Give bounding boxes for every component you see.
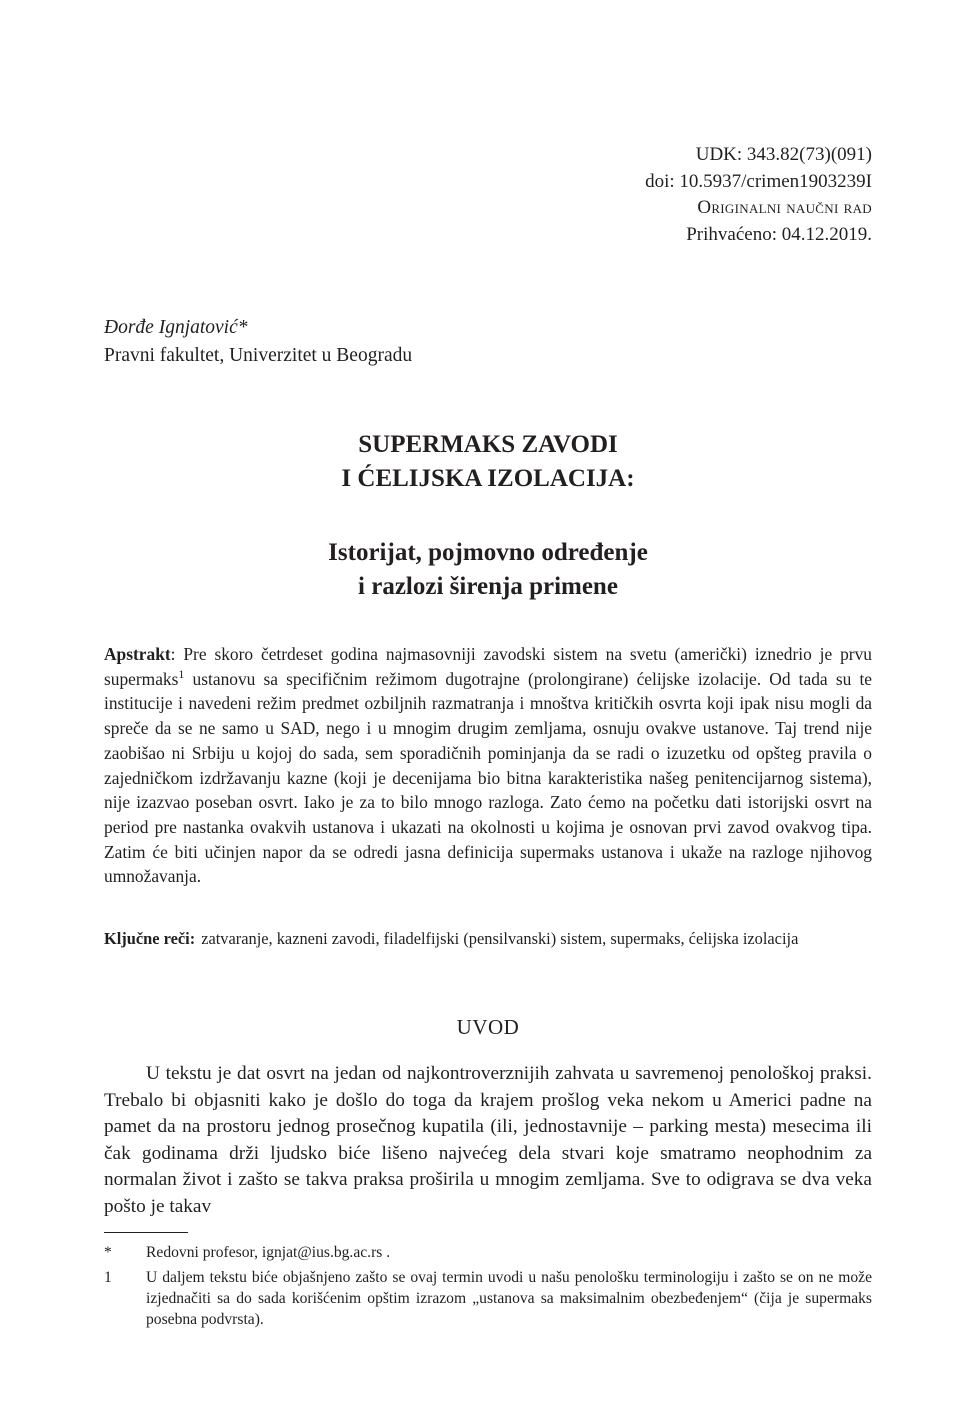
footnote-ref[interactable]: 1 [178,666,185,681]
subtitle-line: i razlozi širenja primene [358,573,618,600]
footnote-text: Redovni profesor, ignjat@ius.bg.ac.rs . [146,1244,391,1261]
keywords-label: Ključne reči: [104,929,196,948]
paper-title [104,428,872,496]
paper-subtitle [104,536,872,604]
abstract-text: ustanovu sa specifičnim režimom dugotrajne (prolongirane) ćelijske izolacije. Od tada su te institucije i navedeni režim predmet ozbiljnih razmatranja i mnoštva kritičkih osvrta koji ipak nisu mogli da spreče da se ne samo u SAD, nego i u mnogim drugim zemljama, osnuju ovakve ustanove. Taj trend nije zaobišao ni Srbiju u kojoj do sada, sem sporadičnih pominjanja da se radi o izuzetku od opšteg pravila o zajedničkom izdržavanju kazne (koji je decenijama bio bitna karakteristika našeg penitencijarnog sistema), nije izazvao poseban osvrt. Iako je za to bilo mnogo razloga. Zato ćemo na početku dati istorijski osvrt na period pre nastanka ovakvih ustanova i ukazati na okolnosti u kojima je osnovan prvi zavod ovakvog tipa. Zatim će biti učinjen napor da se odredi jasna definicija supermaks ustanova i ukaže na razloge njihovog umnožavanja. [104,668,872,887]
doi: doi: 10.5937/crimen1903239I [645,170,872,192]
abstract-text: : Pre skoro četrdeset godina najmasovniji zavodski sistem na svetu (američki) iznedrio je prvu supermaks [104,644,872,689]
keywords [104,927,872,952]
abstract [104,642,872,889]
section-heading: UVOD [456,1015,520,1039]
abstract-label: Apstrakt [104,644,171,664]
title-line: I ĆELIJSKA IZOLACIJA: [341,465,635,492]
footnote [104,1267,872,1330]
title-line: SUPERMAKS ZAVODI [358,431,618,458]
footnote-divider [104,1232,188,1233]
author-name: Đorđe Ignjatović* [104,317,248,338]
udk-code: UDK: 343.82(73)(091) [695,144,872,165]
author-affiliation: Pravni fakultet, Univerzitet u Beogradu [104,345,413,366]
footnote-mark: 1 [104,1269,112,1286]
accepted-date: Prihvaćeno: 04.12.2019. [686,223,872,245]
footnote-text: U daljem tekstu biće objašnjeno zašto se ovaj termin uvodi u našu penološku terminologiju i zašto se on ne može izjednačiti sa do sada korišćenim opštim izrazom „ustanova sa maksimalnim obezbeđenjem“ (čija je supermaks posebna podvrsta). [146,1269,872,1328]
article-type: Originalni naučni rad [697,197,872,218]
footnote [104,1242,872,1263]
keywords-text: zatvaranje, kazneni zavodi, filadelfijski (pensilvanski) sistem, supermaks, ćelijska izolacija [201,929,799,948]
author-block [104,314,412,370]
body-paragraph: U tekstu je dat osvrt na jedan od najkontroverznijih zahvata u savremenoj penološkoj praksi. Trebalo bi objasniti kako je došlo do toga da krajem prošlog veka nekom u Americi padne na pamet da na prostoru jednog prosečnog kupatila (ili, jednostavnije – parking mesta) mesecima ili čak godinama drži ljudsko biće lišeno najvećeg dela stvari koje smatramo neophodnim za normalan život i zašto se takva praksa proširila u mnogim zemljama. Sve to odigrava se dva veka pošto je takav [104,1063,872,1217]
footnotes [104,1242,872,1334]
article-metadata [645,142,872,248]
footnote-mark: * [104,1244,112,1261]
subtitle-line: Istorijat, pojmovno određenje [328,539,648,566]
